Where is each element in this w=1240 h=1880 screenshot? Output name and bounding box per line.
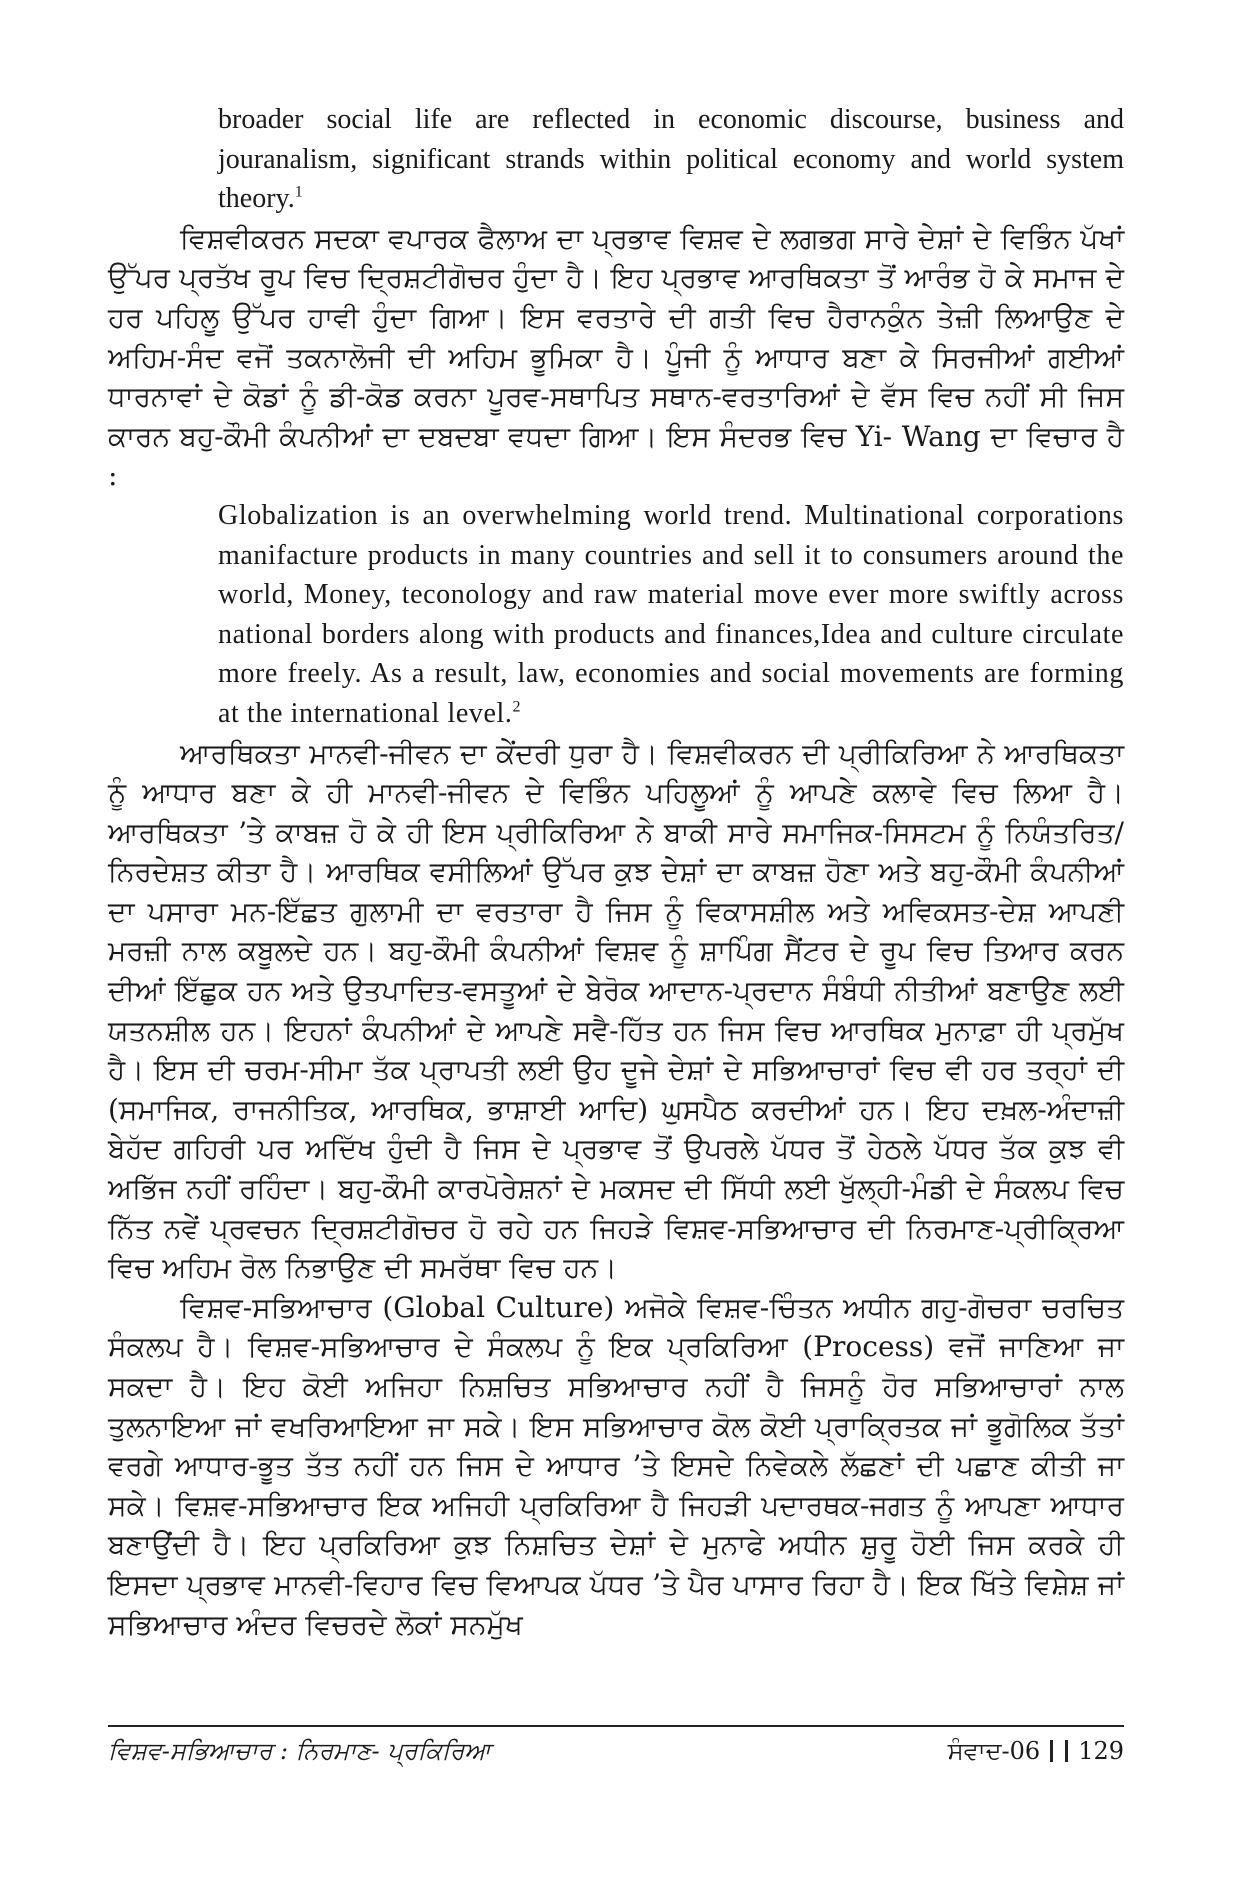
footnote-ref-1[interactable]: 1	[294, 183, 303, 201]
paragraph-4: ਵਿਸ਼ਵ-ਸਭਿਆਚਾਰ (Global Culture) ਅਜੋਕੇ ਵਿਸ਼ਵ-ਚਿੰਤਨ ਅਧੀਨ ਗਹੁ-ਗੋਚਰਾ ਚਰਚਿਤ ਸੰਕਲਪ ਹੈ। ਵਿਸ਼ਵ-ਸਭਿਆਚਾਰ ਦੇ ਸੰਕਲਪ ਨੂੰ ਇਕ ਪ੍ਰਕਿਰਿਆ (Process) ਵਜੋਂ ਜਾਣਿਆ ਜਾ ਸਕਦਾ ਹੈ। ਇਹ ਕੋਈ ਅਜਿਹਾ ਨਿਸ਼ਚਿਤ ਸਭਿਆਚਾਰ ਨਹੀਂ ਹੈ ਜਿਸਨੂੰ ਹੋਰ ਸਭਿਆਚਾਰਾਂ ਨਾਲ ਤੁਲਨਾਇਆ ਜਾਂ ਵਖਰਿਆਇਆ ਜਾ ਸਕੇ। ਇਸ ਸਭਿਆਚਾਰ ਕੋਲ ਕੋਈ ਪ੍ਰਾਕ੍ਰਿਤਕ ਜਾਂ ਭੂਗੋਲਿਕ ਤੱਤਾਂ ਵਰਗੇ ਆਧਾਰ-ਭੂਤ ਤੱਤ ਨਹੀਂ ਹਨ ਜਿਸ ਦੇ ਆਧਾਰ ’ਤੇ ਇਸਦੇ ਨਿਵੇਕਲੇ ਲੱਛਣਾਂ ਦੀ ਪਛਾਣ ਕੀਤੀ ਜਾ ਸਕੇ। ਵਿਸ਼ਵ-ਸਭਿਆਚਾਰ ਇਕ ਅਜਿਹੀ ਪ੍ਰਕਿਰਿਆ ਹੈ ਜਿਹੜੀ ਪਦਾਰਥਕ-ਜਗਤ ਨੂੰ ਆਪਣਾ ਆਧਾਰ ਬਣਾਉਂਦੀ ਹੈ। ਇਹ ਪ੍ਰਕਿਰਿਆ ਕੁਝ ਨਿਸ਼ਚਿਤ ਦੇਸ਼ਾਂ ਦੇ ਮੁਨਾਫੇ ਅਧੀਨ ਸ਼ੁਰੂ ਹੋਈ ਜਿਸ ਕਰਕੇ ਹੀ ਇਸਦਾ ਪ੍ਰਭਾਵ ਮਾਨਵੀ-ਵਿਹਾਰ ਵਿਚ ਵਿਆਪਕ ਪੱਧਰ ’ਤੇ ਪੈਰ ਪਾਸਾਰ ਰਿਹਾ ਹੈ। ਇਕ ਖਿੱਤੇ ਵਿਸ਼ੇਸ਼ ਜਾਂ ਸਭਿਆਚਾਰ ਅੰਦਰ ਵਿਚਰਦੇ ਲੋਕਾਂ ਸਨਮੁੱਖ	[108, 1290, 1124, 1641]
running-title: ਵਿਸ਼ਵ-ਸਭਿਆਚਾਰ : ਨਿਰਮਾਣ- ਪ੍ਰਕਿਰਿਆ	[108, 1737, 491, 1765]
page-number: 129	[1078, 1737, 1124, 1765]
paragraph-2: ਵਿਸ਼ਵੀਕਰਨ ਸਦਕਾ ਵਪਾਰਕ ਫੈਲਾਅ ਦਾ ਪ੍ਰਭਾਵ ਵਿਸ਼ਵ ਦੇ ਲਗਭਗ ਸਾਰੇ ਦੇਸ਼ਾਂ ਦੇ ਵਿਭਿੰਨ ਪੱਖਾਂ ਉੱਪਰ ਪ੍ਰਤੱਖ ਰੂਪ ਵਿਚ ਦ੍ਰਿਸ਼ਟੀਗੋਚਰ ਹੁੰਦਾ ਹੈ। ਇਹ ਪ੍ਰਭਾਵ ਆਰਥਿਕਤਾ ਤੋਂ ਆਰੰਭ ਹੋ ਕੇ ਸਮਾਜ ਦੇ ਹਰ ਪਹਿਲੂ ਉੱਪਰ ਹਾਵੀ ਹੁੰਦਾ ਗਿਆ। ਇਸ ਵਰਤਾਰੇ ਦੀ ਗਤੀ ਵਿਚ ਹੈਰਾਨਕੁੰਨ ਤੇਜ਼ੀ ਲਿਆਉਣ ਦੇ ਅਹਿਮ-ਸੰਦ ਵਜੋਂ ਤਕਨਾਲੋਜੀ ਦੀ ਅਹਿਮ ਭੂਮਿਕਾ ਹੈ। ਪੂੰਜੀ ਨੂੰ ਆਧਾਰ ਬਣਾ ਕੇ ਸਿਰਜੀਆਂ ਗਈਆਂ ਧਾਰਨਾਵਾਂ ਦੇ ਕੋਡਾਂ ਨੂੰ ਡੀ-ਕੋਡ ਕਰਨਾ ਪੂਰਵ-ਸਥਾਪਿਤ ਸਥਾਨ-ਵਰਤਾਰਿਆਂ ਦੇ ਵੱਸ ਵਿਚ ਨਹੀਂ ਸੀ ਜਿਸ ਕਾਰਨ ਬਹੁ-ਕੌਮੀ ਕੰਪਨੀਆਂ ਦਾ ਦਬਦਬਾ ਵਧਦਾ ਗਿਆ। ਇਸ ਸੰਦਰਭ ਵਿਚ Yi- Wang ਦਾ ਵਿਚਾਰ ਹੈ :	[108, 221, 1124, 493]
block-quote: Globalization is an overwhelming world trend. Multinational corporations manifacture products in many countries and sell it to consumers around the world, Money, teconology and raw material move ever more swiftly across national borders along with products and finances,Idea and culture circulate more freely. As a result, law, economies and social movements are forming at the international level.$^2$	[218, 499, 1124, 729]
paragraph-1: broader social life are reflected in economic discourse, business and jouranalism, significant strands within political economy and world system theory.$^1$	[218, 104, 1124, 215]
footer-right	[948, 1737, 1124, 1765]
separator-bars-icon	[1050, 1740, 1068, 1762]
footnote-ref-2[interactable]: 2	[512, 698, 522, 716]
journal-issue: ਸੰਵਾਦ-06	[947, 1737, 1041, 1765]
page-footer	[108, 1725, 1124, 1765]
page-body	[108, 100, 1124, 1800]
paragraph-3: ਆਰਥਿਕਤਾ ਮਾਨਵੀ-ਜੀਵਨ ਦਾ ਕੇਂਦਰੀ ਧੁਰਾ ਹੈ। ਵਿਸ਼ਵੀਕਰਨ ਦੀ ਪ੍ਰੀਕਿਰਿਆ ਨੇ ਆਰਥਿਕਤਾ ਨੂੰ ਆਧਾਰ ਬਣਾ ਕੇ ਹੀ ਮਾਨਵੀ-ਜੀਵਨ ਦੇ ਵਿਭਿੰਨ ਪਹਿਲੂਆਂ ਨੂੰ ਆਪਣੇ ਕਲਾਵੇ ਵਿਚ ਲਿਆ ਹੈ। ਆਰਥਿਕਤਾ ’ਤੇ ਕਾਬਜ਼ ਹੋ ਕੇ ਹੀ ਇਸ ਪ੍ਰੀਕਿਰਿਆ ਨੇ ਬਾਕੀ ਸਾਰੇ ਸਮਾਜਿਕ-ਸਿਸਟਮ ਨੂੰ ਨਿਯੰਤਰਿਤ/ ਨਿਰਦੇਸ਼ਤ ਕੀਤਾ ਹੈ। ਆਰਥਿਕ ਵਸੀਲਿਆਂ ਉੱਪਰ ਕੁਝ ਦੇਸ਼ਾਂ ਦਾ ਕਾਬਜ਼ ਹੋਣਾ ਅਤੇ ਬਹੁ-ਕੌਮੀ ਕੰਪਨੀਆਂ ਦਾ ਪਸਾਰਾ ਮਨ-ਇੱਛਤ ਗੁਲਾਮੀ ਦਾ ਵਰਤਾਰਾ ਹੈ ਜਿਸ ਨੂੰ ਵਿਕਾਸਸ਼ੀਲ ਅਤੇ ਅਵਿਕਸਤ-ਦੇਸ਼ ਆਪਣੀ ਮਰਜ਼ੀ ਨਾਲ ਕਬੂਲਦੇ ਹਨ। ਬਹੁ-ਕੌਮੀ ਕੰਪਨੀਆਂ ਵਿਸ਼ਵ ਨੂੰ ਸ਼ਾਪਿੰਗ ਸੈਂਟਰ ਦੇ ਰੂਪ ਵਿਚ ਤਿਆਰ ਕਰਨ ਦੀਆਂ ਇੱਛੁਕ ਹਨ ਅਤੇ ਉਤਪਾਦਿਤ-ਵਸਤੂਆਂ ਦੇ ਬੇਰੋਕ ਆਦਾਨ-ਪ੍ਰਦਾਨ ਸੰਬੰਧੀ ਨੀਤੀਆਂ ਬਣਾਉਣ ਲਈ ਯਤਨਸ਼ੀਲ ਹਨ। ਇਹਨਾਂ ਕੰਪਨੀਆਂ ਦੇ ਆਪਣੇ ਸਵੈ-ਹਿੱਤ ਹਨ ਜਿਸ ਵਿਚ ਆਰਥਿਕ ਮੁਨਾਫ਼ਾ ਹੀ ਪ੍ਰਮੁੱਖ ਹੈ। ਇਸ ਦੀ ਚਰਮ-ਸੀਮਾ ਤੱਕ ਪ੍ਰਾਪਤੀ ਲਈ ਉਹ ਦੂਜੇ ਦੇਸ਼ਾਂ ਦੇ ਸਭਿਆਚਾਰਾਂ ਵਿਚ ਵੀ ਹਰ ਤਰ੍ਹਾਂ ਦੀ (ਸਮਾਜਿਕ, ਰਾਜਨੀਤਿਕ, ਆਰਥਿਕ, ਭਾਸ਼ਾਈ ਆਦਿ) ਘੁਸਪੈਠ ਕਰਦੀਆਂ ਹਨ। ਇਹ ਦਖ਼ਲ-ਅੰਦਾਜ਼ੀ ਬੇਹੱਦ ਗਹਿਰੀ ਪਰ ਅਦਿੱਖ ਹੁੰਦੀ ਹੈ ਜਿਸ ਦੇ ਪ੍ਰਭਾਵ ਤੋਂ ਉਪਰਲੇ ਪੱਧਰ ਤੋਂ ਹੇਠਲੇ ਪੱਧਰ ਤੱਕ ਕੁਝ ਵੀ ਅਭਿੱਜ ਨਹੀਂ ਰਹਿੰਦਾ। ਬਹੁ-ਕੌਮੀ ਕਾਰਪੋਰੇਸ਼ਨਾਂ ਦੇ ਮਕਸਦ ਦੀ ਸਿੱਧੀ ਲਈ ਖੁੱਲ੍ਹੀ-ਮੰਡੀ ਦੇ ਸੰਕਲਪ ਵਿਚ ਨਿੱਤ ਨਵੇਂ ਪ੍ਰਵਚਨ ਦ੍ਰਿਸ਼ਟੀਗੋਚਰ ਹੋ ਰਹੇ ਹਨ ਜਿਹੜੇ ਵਿਸ਼ਵ-ਸਭਿਆਚਾਰ ਦੀ ਨਿਰਮਾਣ-ਪ੍ਰੀਕ੍ਰਿਆ ਵਿਚ ਅਹਿਮ ਰੋਲ ਨਿਭਾਉਣ ਦੀ ਸਮਰੱਥਾ ਵਿਚ ਹਨ।	[108, 736, 1124, 1285]
